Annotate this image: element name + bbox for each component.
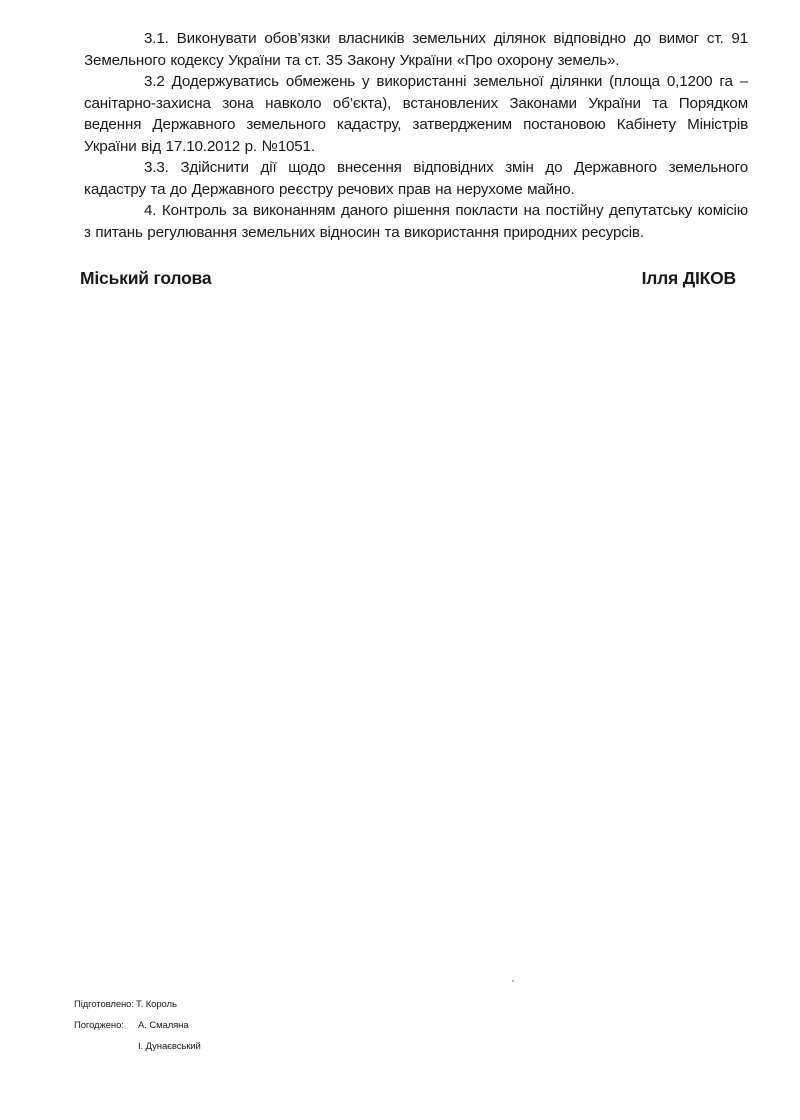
signature-name: Ілля ДІКОВ xyxy=(641,268,736,288)
document-body xyxy=(84,28,748,243)
paragraph-4: 4. Контроль за виконанням даного рішення покласти на постійну депутатську комісію з питань регулювання земельних відносин та використання природних ресурсів. xyxy=(84,202,748,241)
scan-speck xyxy=(512,980,514,982)
prepared-by: Т. Король xyxy=(136,999,177,1010)
paragraph-3-2: 3.2 Додержуватись обмежень у використанні земельної ділянки (площа 0,1200 га – санітарно-захисна зона навколо об’єкта), встановлених Законами України та Порядком ведення Державного земельного кадастру, затвердженим постановою Кабінету Міністрів України від 17.10.2012 р. №1051. xyxy=(84,73,748,155)
agreed-by-first: А. Смаляна xyxy=(138,1020,189,1031)
agreed-label: Погоджено: xyxy=(74,1020,124,1031)
paragraph-3-1: 3.1. Виконувати обов’язки власників земельних ділянок відповідно до вимог ст. 91 Земельного кодексу України та ст. 35 Закону України «Про охорону земель». xyxy=(84,30,748,69)
signature-block xyxy=(80,268,736,294)
agreed-by-second: І. Дунаєвський xyxy=(138,1041,201,1052)
signature-title: Міський голова xyxy=(80,268,212,288)
paragraph-3-3: 3.3. Здійснити дії щодо внесення відповідних змін до Державного земельного кадастру та до Державного реєстру речових прав на нерухоме майно. xyxy=(84,159,748,198)
prepared-label: Підготовлено: xyxy=(74,999,134,1010)
